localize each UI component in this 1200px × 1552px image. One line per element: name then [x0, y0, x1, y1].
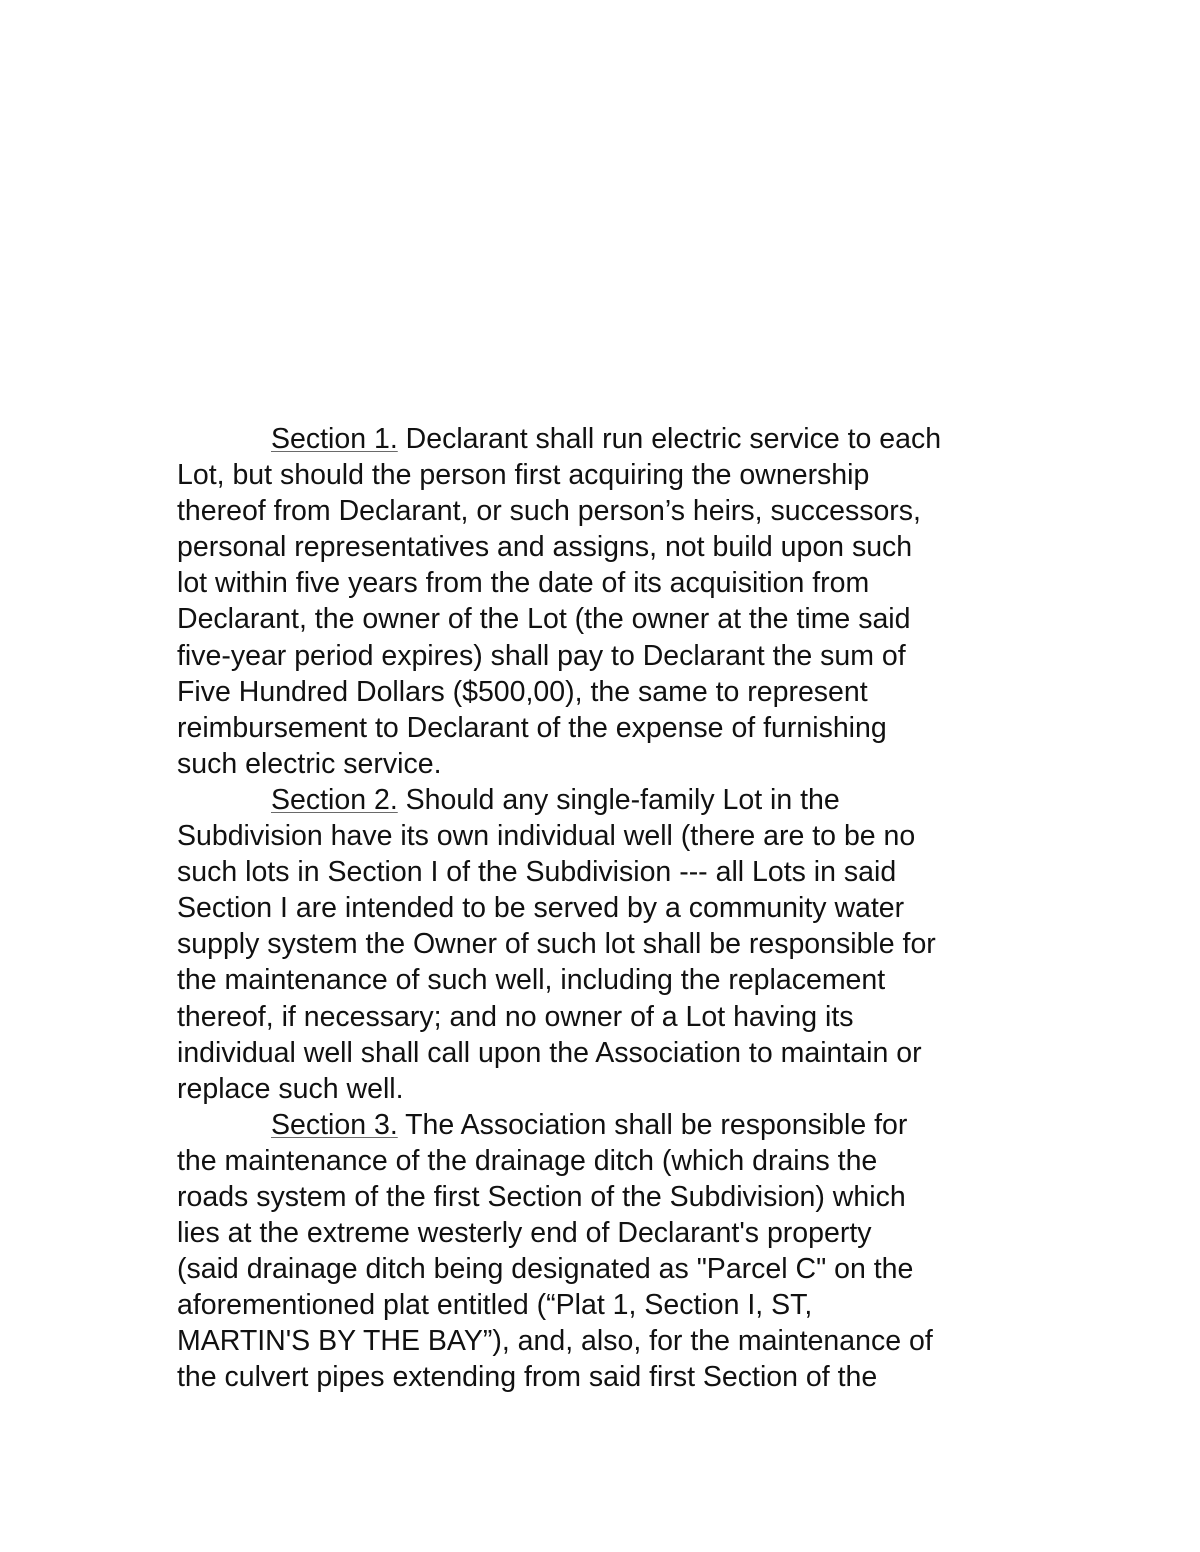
text-line: replace such well. — [177, 1072, 404, 1105]
text-line: such lots in Section I of the Subdivision --- all Lots in said — [177, 856, 897, 889]
text-line: lies at the extreme westerly end of Declarant's property — [177, 1217, 872, 1250]
section-3-paragraph — [177, 1107, 1037, 1396]
text-line: MARTIN'S BY THE BAY”), and, also, for the maintenance of — [177, 1325, 933, 1358]
section-1-paragraph — [177, 421, 1037, 782]
text-line: Subdivision have its own individual well (there are to be no — [177, 820, 916, 853]
text-line — [177, 421, 1037, 457]
text-line: reimbursement to Declarant of the expense of furnishing — [177, 711, 887, 744]
text-line: thereof, if necessary; and no owner of a Lot having its — [177, 1000, 854, 1033]
text-line: roads system of the first Section of the Subdivision) which — [177, 1180, 906, 1213]
text-line: the maintenance of such well, including the replacement — [177, 964, 886, 997]
section-2-heading: Section 2. — [271, 783, 398, 816]
text-line — [177, 1107, 1037, 1143]
text-line-content: Declarant shall run electric service to each — [397, 423, 942, 455]
text-line: Section I are intended to be served by a community water — [177, 892, 905, 925]
text-line: (said drainage ditch being designated as "Parcel C" on the — [177, 1253, 914, 1286]
text-line: lot within five years from the date of its acquisition from — [177, 567, 870, 600]
section-2-paragraph — [177, 782, 1037, 1107]
text-line-content: Should any single-family Lot in the — [397, 783, 840, 816]
text-line — [177, 782, 1037, 818]
text-line: Lot, but should the person first acquiring the ownership — [177, 459, 870, 492]
section-3-heading: Section 3. — [271, 1108, 398, 1141]
text-line: individual well shall call upon the Association to maintain or — [177, 1036, 922, 1069]
text-line: Five Hundred Dollars ($500,00), the same to represent — [177, 675, 868, 708]
text-line: personal representatives and assigns, not build upon such — [177, 531, 913, 564]
text-line: aforementioned plat entitled (“Plat 1, Section I, ST, — [177, 1289, 813, 1322]
text-line: five-year period expires) shall pay to Declarant the sum of — [177, 639, 906, 672]
text-line: the maintenance of the drainage ditch (which drains the — [177, 1144, 878, 1177]
text-line: supply system the Owner of such lot shall be responsible for — [177, 928, 936, 961]
section-1-heading: Section 1. — [271, 423, 398, 455]
document-body — [177, 421, 1037, 1396]
text-line: such electric service. — [177, 747, 442, 780]
text-line: thereof from Declarant, or such person’s heirs, successors, — [177, 495, 921, 528]
text-line: the culvert pipes extending from said first Section of the — [177, 1361, 878, 1394]
text-line-content: The Association shall be responsible for — [397, 1108, 908, 1141]
text-line: Declarant, the owner of the Lot (the owner at the time said — [177, 603, 911, 636]
